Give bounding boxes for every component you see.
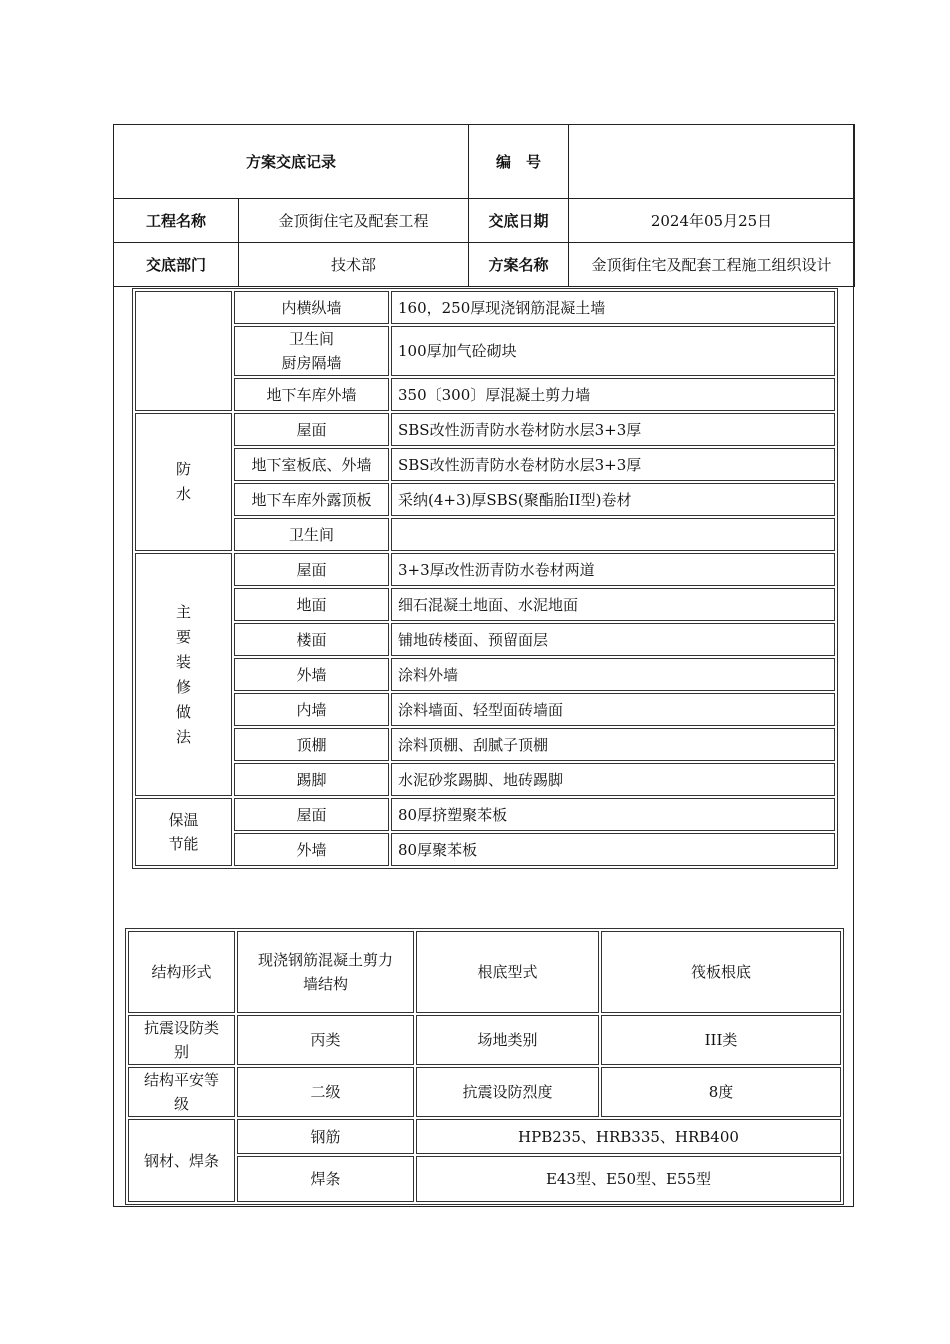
plan-label: 方案名称 bbox=[469, 243, 569, 287]
desc-cell: 细石混凝土地面、水泥地面 bbox=[391, 588, 835, 621]
table-row bbox=[128, 1067, 841, 1117]
item-line: 厨房隔墙 bbox=[281, 354, 342, 372]
item-cell: 屋面 bbox=[234, 553, 389, 586]
table-row bbox=[135, 833, 835, 866]
seismic-class-value: 丙类 bbox=[237, 1015, 414, 1065]
number-value bbox=[569, 125, 855, 199]
desc-cell: 水泥砂浆踢脚、地砖踢脚 bbox=[391, 763, 835, 796]
item-cell: 顶棚 bbox=[234, 728, 389, 761]
table-row bbox=[135, 483, 835, 516]
electrode-label: 焊条 bbox=[237, 1156, 414, 1202]
group-char: 修 bbox=[175, 677, 191, 696]
table-row bbox=[135, 658, 835, 691]
foundation-value: 筏板根底 bbox=[601, 931, 841, 1013]
group-char: 法 bbox=[175, 727, 191, 746]
foundation-label: 根底型式 bbox=[416, 931, 599, 1013]
table-row bbox=[135, 728, 835, 761]
desc-cell: SBS改性沥青防水卷材防水层3+3厚 bbox=[391, 413, 835, 446]
desc-cell: SBS改性沥青防水卷材防水层3+3厚 bbox=[391, 448, 835, 481]
form-value-line: 墙结构 bbox=[302, 975, 348, 993]
date-label: 交底日期 bbox=[469, 199, 569, 243]
intensity-label: 抗震设防烈度 bbox=[416, 1067, 599, 1117]
item-cell: 外墙 bbox=[234, 833, 389, 866]
intensity-value: 8度 bbox=[601, 1067, 841, 1117]
header-table bbox=[113, 124, 855, 287]
seismic-class-label bbox=[128, 1015, 235, 1065]
item-cell: 屋面 bbox=[234, 798, 389, 831]
dept-value: 技术部 bbox=[239, 243, 469, 287]
item-cell: 内墙 bbox=[234, 693, 389, 726]
desc-cell: 涂料墙面、轻型面砖墙面 bbox=[391, 693, 835, 726]
plan-value: 金顶街住宅及配套工程施工组织设计 bbox=[569, 243, 855, 287]
group-char: 要 bbox=[175, 627, 191, 646]
table-row bbox=[128, 1015, 841, 1065]
table-row bbox=[135, 623, 835, 656]
item-cell: 内横纵墙 bbox=[234, 291, 389, 324]
group-line: 节能 bbox=[168, 835, 199, 853]
table-row bbox=[135, 553, 835, 586]
insulation-group-cell bbox=[135, 798, 232, 866]
table-row bbox=[135, 378, 835, 411]
desc-cell bbox=[391, 518, 835, 551]
item-cell: 外墙 bbox=[234, 658, 389, 691]
steel-group-cell: 钢材、焊条 bbox=[128, 1119, 235, 1202]
item-cell: 踢脚 bbox=[234, 763, 389, 796]
desc-cell: 涂料外墙 bbox=[391, 658, 835, 691]
table-row bbox=[135, 763, 835, 796]
form-value-line: 现浇钢筋混凝土剪力 bbox=[257, 951, 393, 969]
table-row bbox=[135, 413, 835, 446]
table-row bbox=[135, 326, 835, 376]
group-char: 主 bbox=[175, 602, 191, 621]
table-row bbox=[135, 448, 835, 481]
walls-group-cell bbox=[135, 291, 232, 411]
group-line: 保温 bbox=[168, 811, 199, 829]
electrode-value: E43型、E50型、E55型 bbox=[416, 1156, 841, 1202]
desc-cell: 80厚挤塑聚苯板 bbox=[391, 798, 835, 831]
form-value bbox=[237, 931, 414, 1013]
table-row bbox=[135, 291, 835, 324]
structure-table bbox=[125, 928, 844, 1205]
item-line: 卫生间 bbox=[288, 330, 334, 348]
label-line: 别 bbox=[173, 1043, 189, 1061]
item-cell: 地面 bbox=[234, 588, 389, 621]
desc-cell: 100厚加气砼砌块 bbox=[391, 326, 835, 376]
date-value: 2024年05月25日 bbox=[569, 199, 855, 243]
item-cell: 卫生间 bbox=[234, 518, 389, 551]
safety-value: 二级 bbox=[237, 1067, 414, 1117]
rebar-label: 钢筋 bbox=[237, 1119, 414, 1154]
group-char: 水 bbox=[175, 485, 191, 503]
table-row bbox=[135, 693, 835, 726]
table-row bbox=[128, 931, 841, 1013]
form-label: 结构形式 bbox=[128, 931, 235, 1013]
safety-label bbox=[128, 1067, 235, 1117]
rebar-value: HPB235、HRB335、HRB400 bbox=[416, 1119, 841, 1154]
group-char: 做 bbox=[175, 702, 191, 721]
dept-label: 交底部门 bbox=[114, 243, 239, 287]
site-value: III类 bbox=[601, 1015, 841, 1065]
item-cell: 屋面 bbox=[234, 413, 389, 446]
item-cell: 楼面 bbox=[234, 623, 389, 656]
site-label: 场地类别 bbox=[416, 1015, 599, 1065]
project-name-label: 工程名称 bbox=[114, 199, 239, 243]
item-cell: 地下车库外露顶板 bbox=[234, 483, 389, 516]
group-char: 防 bbox=[175, 460, 191, 478]
item-cell bbox=[234, 326, 389, 376]
waterproof-group-cell bbox=[135, 413, 232, 551]
desc-cell: 采纳(4+3)厚SBS(聚酯胎II型)卷材 bbox=[391, 483, 835, 516]
table-row bbox=[135, 798, 835, 831]
desc-cell: 涂料顶棚、刮腻子顶棚 bbox=[391, 728, 835, 761]
desc-cell: 铺地砖楼面、预留面层 bbox=[391, 623, 835, 656]
table-row bbox=[135, 588, 835, 621]
item-cell: 地下车库外墙 bbox=[234, 378, 389, 411]
desc-cell: 80厚聚苯板 bbox=[391, 833, 835, 866]
table-row bbox=[128, 1119, 841, 1154]
item-cell: 地下室板底、外墙 bbox=[234, 448, 389, 481]
desc-cell: 3+3厚改性沥青防水卷材两道 bbox=[391, 553, 835, 586]
desc-cell: 350〔300〕厚混凝土剪力墙 bbox=[391, 378, 835, 411]
number-label: 编 号 bbox=[469, 125, 569, 199]
group-char: 装 bbox=[175, 652, 191, 671]
label-line: 级 bbox=[173, 1095, 189, 1113]
construction-detail-table bbox=[132, 288, 838, 869]
decoration-group-cell bbox=[135, 553, 232, 796]
label-line: 结构平安等 bbox=[143, 1071, 219, 1089]
project-name-value: 金顶街住宅及配套工程 bbox=[239, 199, 469, 243]
label-line: 抗震设防类 bbox=[143, 1019, 219, 1037]
record-title: 方案交底记录 bbox=[114, 125, 469, 199]
desc-cell: 160，250厚现浇钢筋混凝土墙 bbox=[391, 291, 835, 324]
table-row bbox=[135, 518, 835, 551]
